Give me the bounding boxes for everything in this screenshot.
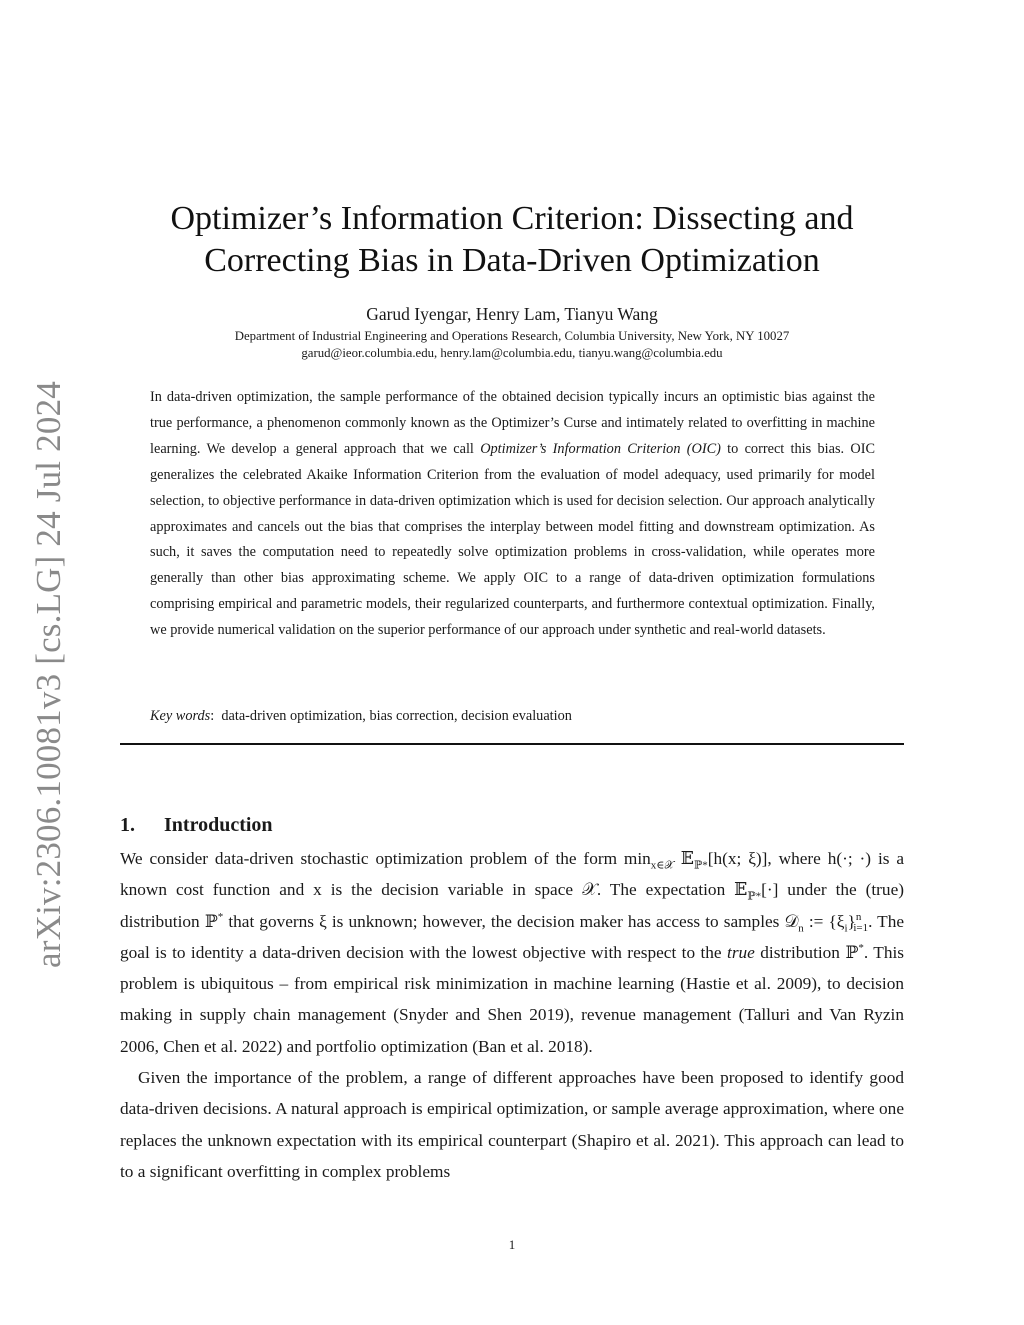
- author-emails: garud@ieor.columbia.edu, henry.lam@columbia.edu, tianyu.wang@columbia.edu: [301, 346, 723, 360]
- intro-p1-text: that governs ξ is unknown; however, the decision maker has access to samples 𝒟: [223, 911, 799, 931]
- arxiv-identifier-stamp: arXiv:2306.10081v3 [cs.LG] 24 Jul 2024: [29, 381, 68, 968]
- intro-italic-word: true: [727, 942, 755, 962]
- intro-p1-text: We consider data-driven stochastic optimization problem of the form min: [120, 849, 651, 868]
- abstract-italic-term: Optimizer’s Information Criterion (OIC): [480, 440, 721, 457]
- affiliation: Department of Industrial Engineering and Operations Research, Columbia University, New York, NY 10027: [234, 329, 790, 343]
- introduction-body: [120, 843, 904, 1187]
- intro-p1-text: 𝔼: [673, 849, 694, 868]
- intro-paragraph-2: Given the importance of the problem, a range of different approaches have been proposed to identify good data-driven decisions. A natural approach is empirical optimization, or sample average approximation, where one replaces the unknown expectation with its empirical counterpart (Shapiro et al. 2021). This approach can lead to to a significant overfitting in complex problems: [120, 1068, 904, 1181]
- section-number: 1.: [120, 814, 135, 836]
- intro-p1-text: . This problem is ubiquitous – from empirical risk minimization in machine learning (Hastie et al. 2009), to decision making in supply chain management (Snyder and Shen 2019), revenue management (Talluri and Van Ryzin 2006, Chen et al. 2022) and portfolio optimization (Ban et al. 2018).: [120, 942, 904, 1056]
- section-heading: [120, 812, 273, 838]
- intro-paragraph-1: [120, 843, 904, 1062]
- intro-p1-text: [h(x; ξ)], where h(·; ·) is a known cost function and x is the decision variable in space 𝒳. The expectation 𝔼: [120, 849, 905, 900]
- intro-p1-text: := {ξ: [803, 911, 845, 931]
- intro-p1-text: . The goal is to identity a data-driven decision with the lowest objective with respect to the: [120, 911, 905, 962]
- math-superscript: *: [858, 942, 864, 955]
- abstract-text-1: In data-driven optimization, the sample performance of the obtained decision typically incurs an optimistic bias against the true performance, a phenomenon commonly known as the Optimizer’s Curse and intimately related to overfitting in machine learning. We develop a general approach that we call: [150, 389, 875, 457]
- intro-p1-text: [·] under the (true) distribution ℙ: [120, 880, 904, 931]
- intro-p1-text: }: [847, 911, 856, 931]
- math-subscript: i=1: [853, 922, 869, 935]
- title-line-1: Optimizer’s Information Criterion: Dissecting and: [170, 200, 854, 237]
- abstract: [150, 385, 875, 644]
- section-title: Introduction: [164, 814, 273, 836]
- keywords-text: data-driven optimization, bias correction, decision evaluation: [221, 708, 572, 724]
- keywords-label: Key words: [150, 708, 211, 724]
- math-superscript: n: [855, 910, 862, 923]
- math-subscript: i: [844, 922, 848, 935]
- math-superscript: *: [217, 910, 224, 923]
- horizontal-rule: [120, 743, 904, 745]
- keywords-colon: :: [210, 708, 222, 724]
- keywords: [150, 705, 875, 727]
- author-list: Garud Iyengar, Henry Lam, Tianyu Wang: [366, 304, 658, 324]
- math-subscript: n: [798, 922, 804, 935]
- math-subscript: ℙ*: [747, 890, 762, 903]
- intro-p1-text: distribution ℙ: [754, 942, 859, 962]
- paper-title: [110, 198, 914, 282]
- abstract-text-2: to correct this bias. OIC generalizes the celebrated Akaike Information Criterion from the evaluation of model adequacy, used primarily for model selection, to objective performance in data-driven optimization which is used for decision selection. Our approach analytically approximates and cancels out the bias that comprises the interplay between model fitting and downstream optimization. As such, it saves the computation need to repeatedly solve optimization problems in cross-validation, while operates more generally than other bias approximating scheme. We apply OIC to a range of data-driven optimization formulations comprising empirical and parametric models, their regularized counterparts, and furthermore contextual optimization. Finally, we provide numerical validation on the superior performance of our approach under synthetic and real-world datasets.: [150, 440, 875, 639]
- math-subscript: ℙ*: [693, 859, 708, 872]
- title-line-2: Correcting Bias in Data-Driven Optimization: [204, 242, 820, 279]
- page-number: 1: [508, 1237, 516, 1252]
- math-subscript: x∈𝒳: [650, 859, 674, 872]
